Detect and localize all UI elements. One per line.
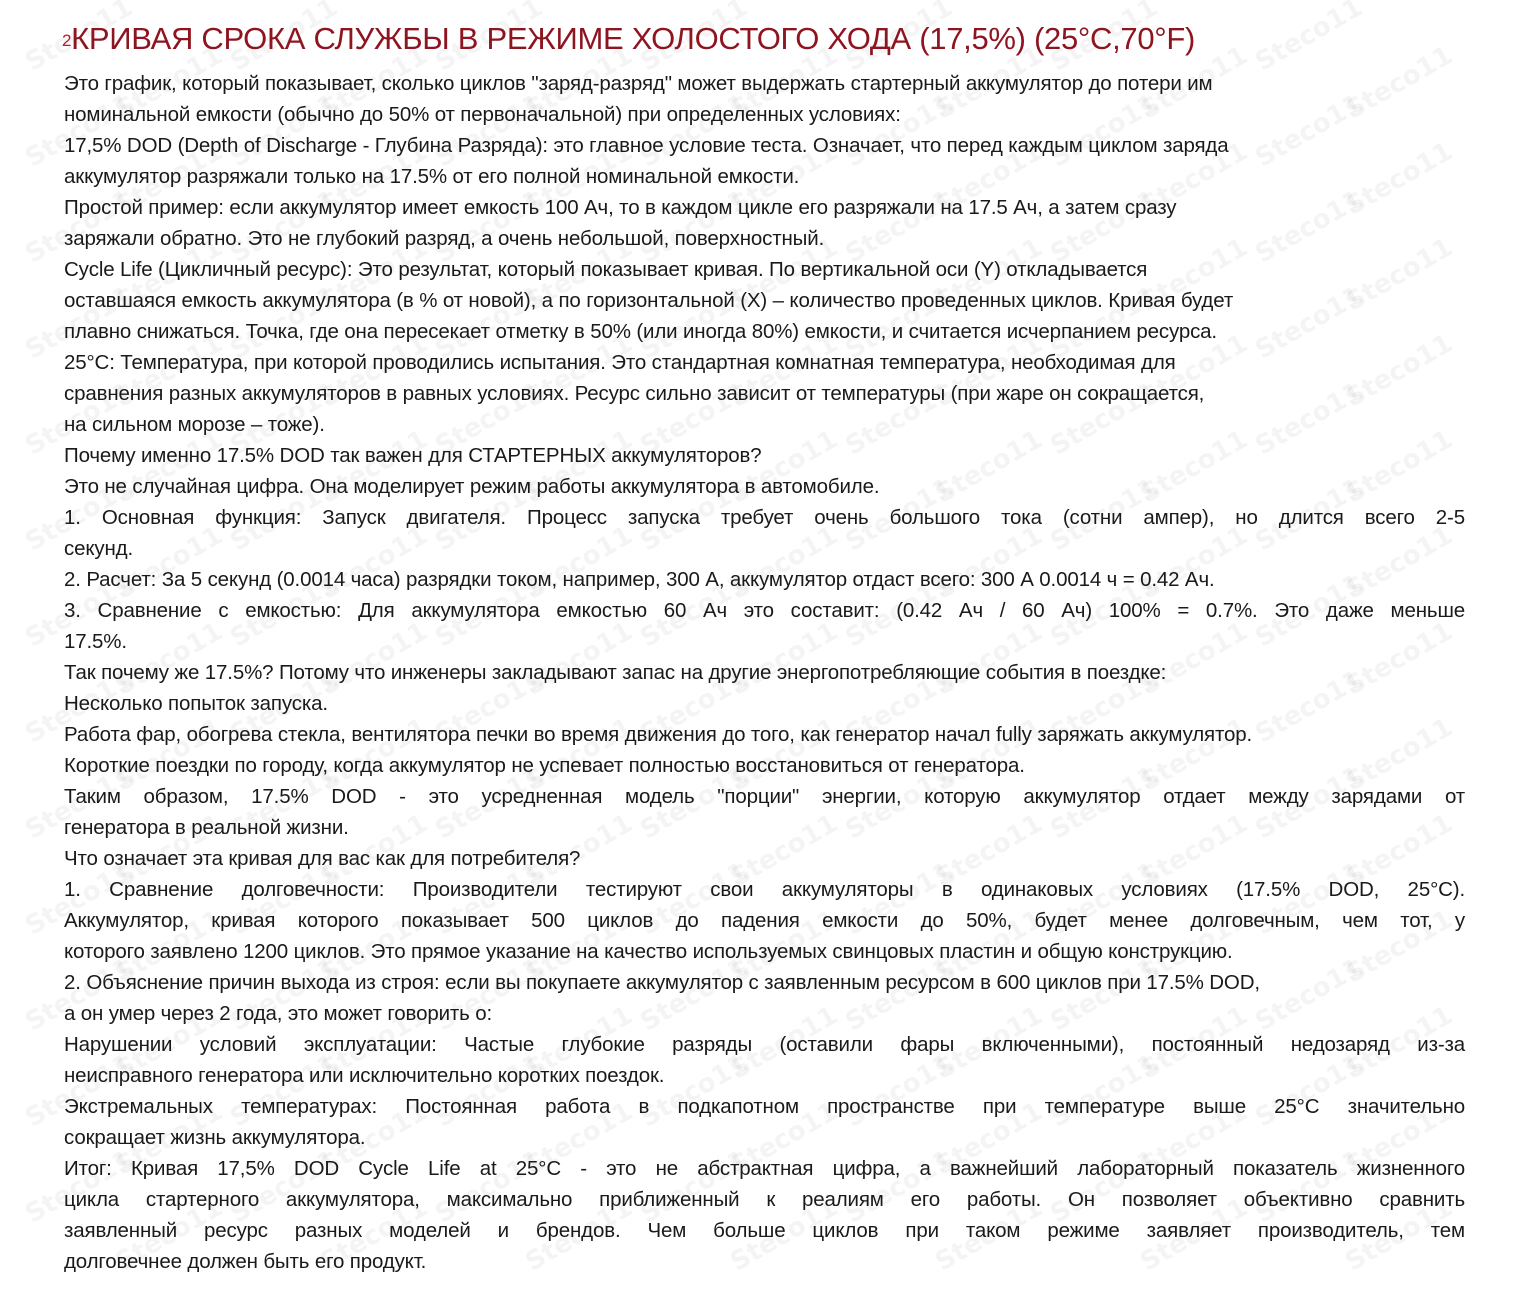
text-line: Экстремальных температурах: Постоянная работа в подкапотном пространстве при температуре выше 25°C значительно — [64, 1095, 1465, 1118]
text-line: на сильном морозе – тоже). — [64, 413, 325, 436]
title-text: КРИВАЯ СРОКА СЛУЖБЫ В РЕЖИМЕ ХОЛОСТОГО ХОДА (17,5%) (25°С,70°F) — [71, 21, 1196, 56]
text-line: неисправного генератора или исключительно коротких поездок. — [64, 1064, 665, 1087]
text-line: Работа фар, обогрева стекла, вентилятора печки во время движения до того, как генератор начал fully заряжать аккумулятор. — [64, 723, 1253, 746]
text-line: которого заявлено 1200 циклов. Это прямое указание на качество используемых свинцовых пластин и общую конструкцию. — [64, 940, 1233, 963]
text-line: 17.5%. — [64, 630, 127, 653]
text-line: Итог: Кривая 17,5% DOD Cycle Life at 25°C - это не абстрактная цифра, а важнейший лабораторный показатель жизненного — [64, 1157, 1465, 1180]
text-line: заявленный ресурс разных моделей и брендов. Чем больше циклов при таком режиме заявляет производитель, тем — [64, 1219, 1465, 1242]
text-line: 25°C: Температура, при которой проводились испытания. Это стандартная комнатная температура, необходимая для — [64, 351, 1176, 374]
watermark-text — [1250, 0, 1367, 78]
text-line: генератора в реальной жизни. — [64, 816, 349, 839]
text-line: Почему именно 17.5% DOD так важен для СТАРТЕРНЫХ аккумуляторов? — [64, 444, 762, 467]
text-line: оставшаяся емкость аккумулятора (в % от новой), а по горизонтальной (X) – количество проведенных циклов. Кривая будет — [64, 289, 1234, 312]
text-line: Короткие поездки по городу, когда аккумулятор не успевает полностью восстановиться от генератора. — [64, 754, 1025, 777]
text-line: аккумулятор разряжали только на 17.5% от его полной номинальной емкости. — [64, 165, 800, 188]
text-line: заряжали обратно. Это не глубокий разряд, а очень небольшой, поверхностный. — [64, 227, 825, 250]
text-line: 2. Объяснение причин выхода из строя: если вы покупаете аккумулятор с заявленным ресурсом в 600 циклов при 17.5% DOD, — [64, 971, 1260, 994]
document-body — [64, 68, 1465, 1277]
text-line: Простой пример: если аккумулятор имеет емкость 100 Ач, то в каждом цикле его разряжали на 17.5 Ач, а затем сразу — [64, 196, 1177, 219]
text-line: Несколько попыток запуска. — [64, 692, 328, 715]
text-line: Так почему же 17.5%? Потому что инженеры закладывают запас на другие энергопотребляющие события в поездке: — [64, 661, 1167, 684]
text-line: цикла стартерного аккумулятора, максимально приближенный к реалиям его работы. Он позволяет объективно сравнить — [64, 1188, 1465, 1211]
text-line: плавно снижаться. Точка, где она пересекает отметку в 50% (или иногда 80%) емкости, и считается исчерпанием ресурса. — [64, 320, 1217, 343]
text-line: Это не случайная цифра. Она моделирует режим работы аккумулятора в автомобиле. — [64, 475, 880, 498]
text-line: Таким образом, 17.5% DOD - это усредненная модель "порции" энергии, которую аккумулятор отдает между зарядами от — [64, 785, 1465, 808]
text-line: долговечнее должен быть его продукт. — [64, 1250, 427, 1273]
text-line: Нарушении условий эксплуатации: Частые глубокие разряды (оставили фары включенными), постоянный недозаряд из-за — [64, 1033, 1465, 1056]
text-line: 3. Сравнение с емкостью: Для аккумулятора емкостью 60 Ач это составит: (0.42 Ач / 60 Ач) 100% = 0.7%. Это даже меньше — [64, 599, 1465, 622]
text-line: Cycle Life (Цикличный ресурс): Это результат, который показывает кривая. По вертикальной оси (Y) откладывается — [64, 258, 1148, 281]
text-line: а он умер через 2 года, это может говорить о: — [64, 1002, 492, 1025]
text-line: 17,5% DOD (Depth of Discharge - Глубина Разряда): это главное условие теста. Означает, что перед каждым циклом заряда — [64, 134, 1229, 157]
text-line: Это график, который показывает, сколько циклов "заряд-разряд" может выдержать стартерный аккумулятор до потери им — [64, 72, 1213, 95]
page-title — [62, 20, 1195, 58]
title-superscript: 2 — [62, 31, 72, 50]
text-line: Что означает эта кривая для вас как для потребителя? — [64, 847, 581, 870]
text-line: 1. Сравнение долговечности: Производители тестируют свои аккумуляторы в одинаковых условиях (17.5% DOD, 25°C). — [64, 878, 1465, 901]
text-line: сравнения разных аккумуляторов в равных условиях. Ресурс сильно зависит от температуры (при жаре он сокращается, — [64, 382, 1205, 405]
text-line: 2. Расчет: За 5 секунд (0.0014 часа) разрядки током, например, 300 А, аккумулятор отдаст всего: 300 А 0.0014 ч = 0.42 Ач. — [64, 568, 1215, 591]
text-line: Аккумулятор, кривая которого показывает 500 циклов до падения емкости до 50%, будет менее долговечным, чем тот, у — [64, 909, 1465, 932]
text-line: 1. Основная функция: Запуск двигателя. Процесс запуска требует очень большого тока (сотни ампер), но длится всего 2-5 — [64, 506, 1465, 529]
text-line: секунд. — [64, 537, 134, 560]
text-line: номинальной емкости (обычно до 50% от первоначальной) при определенных условиях: — [64, 103, 901, 126]
text-line: сокращает жизнь аккумулятора. — [64, 1126, 366, 1149]
